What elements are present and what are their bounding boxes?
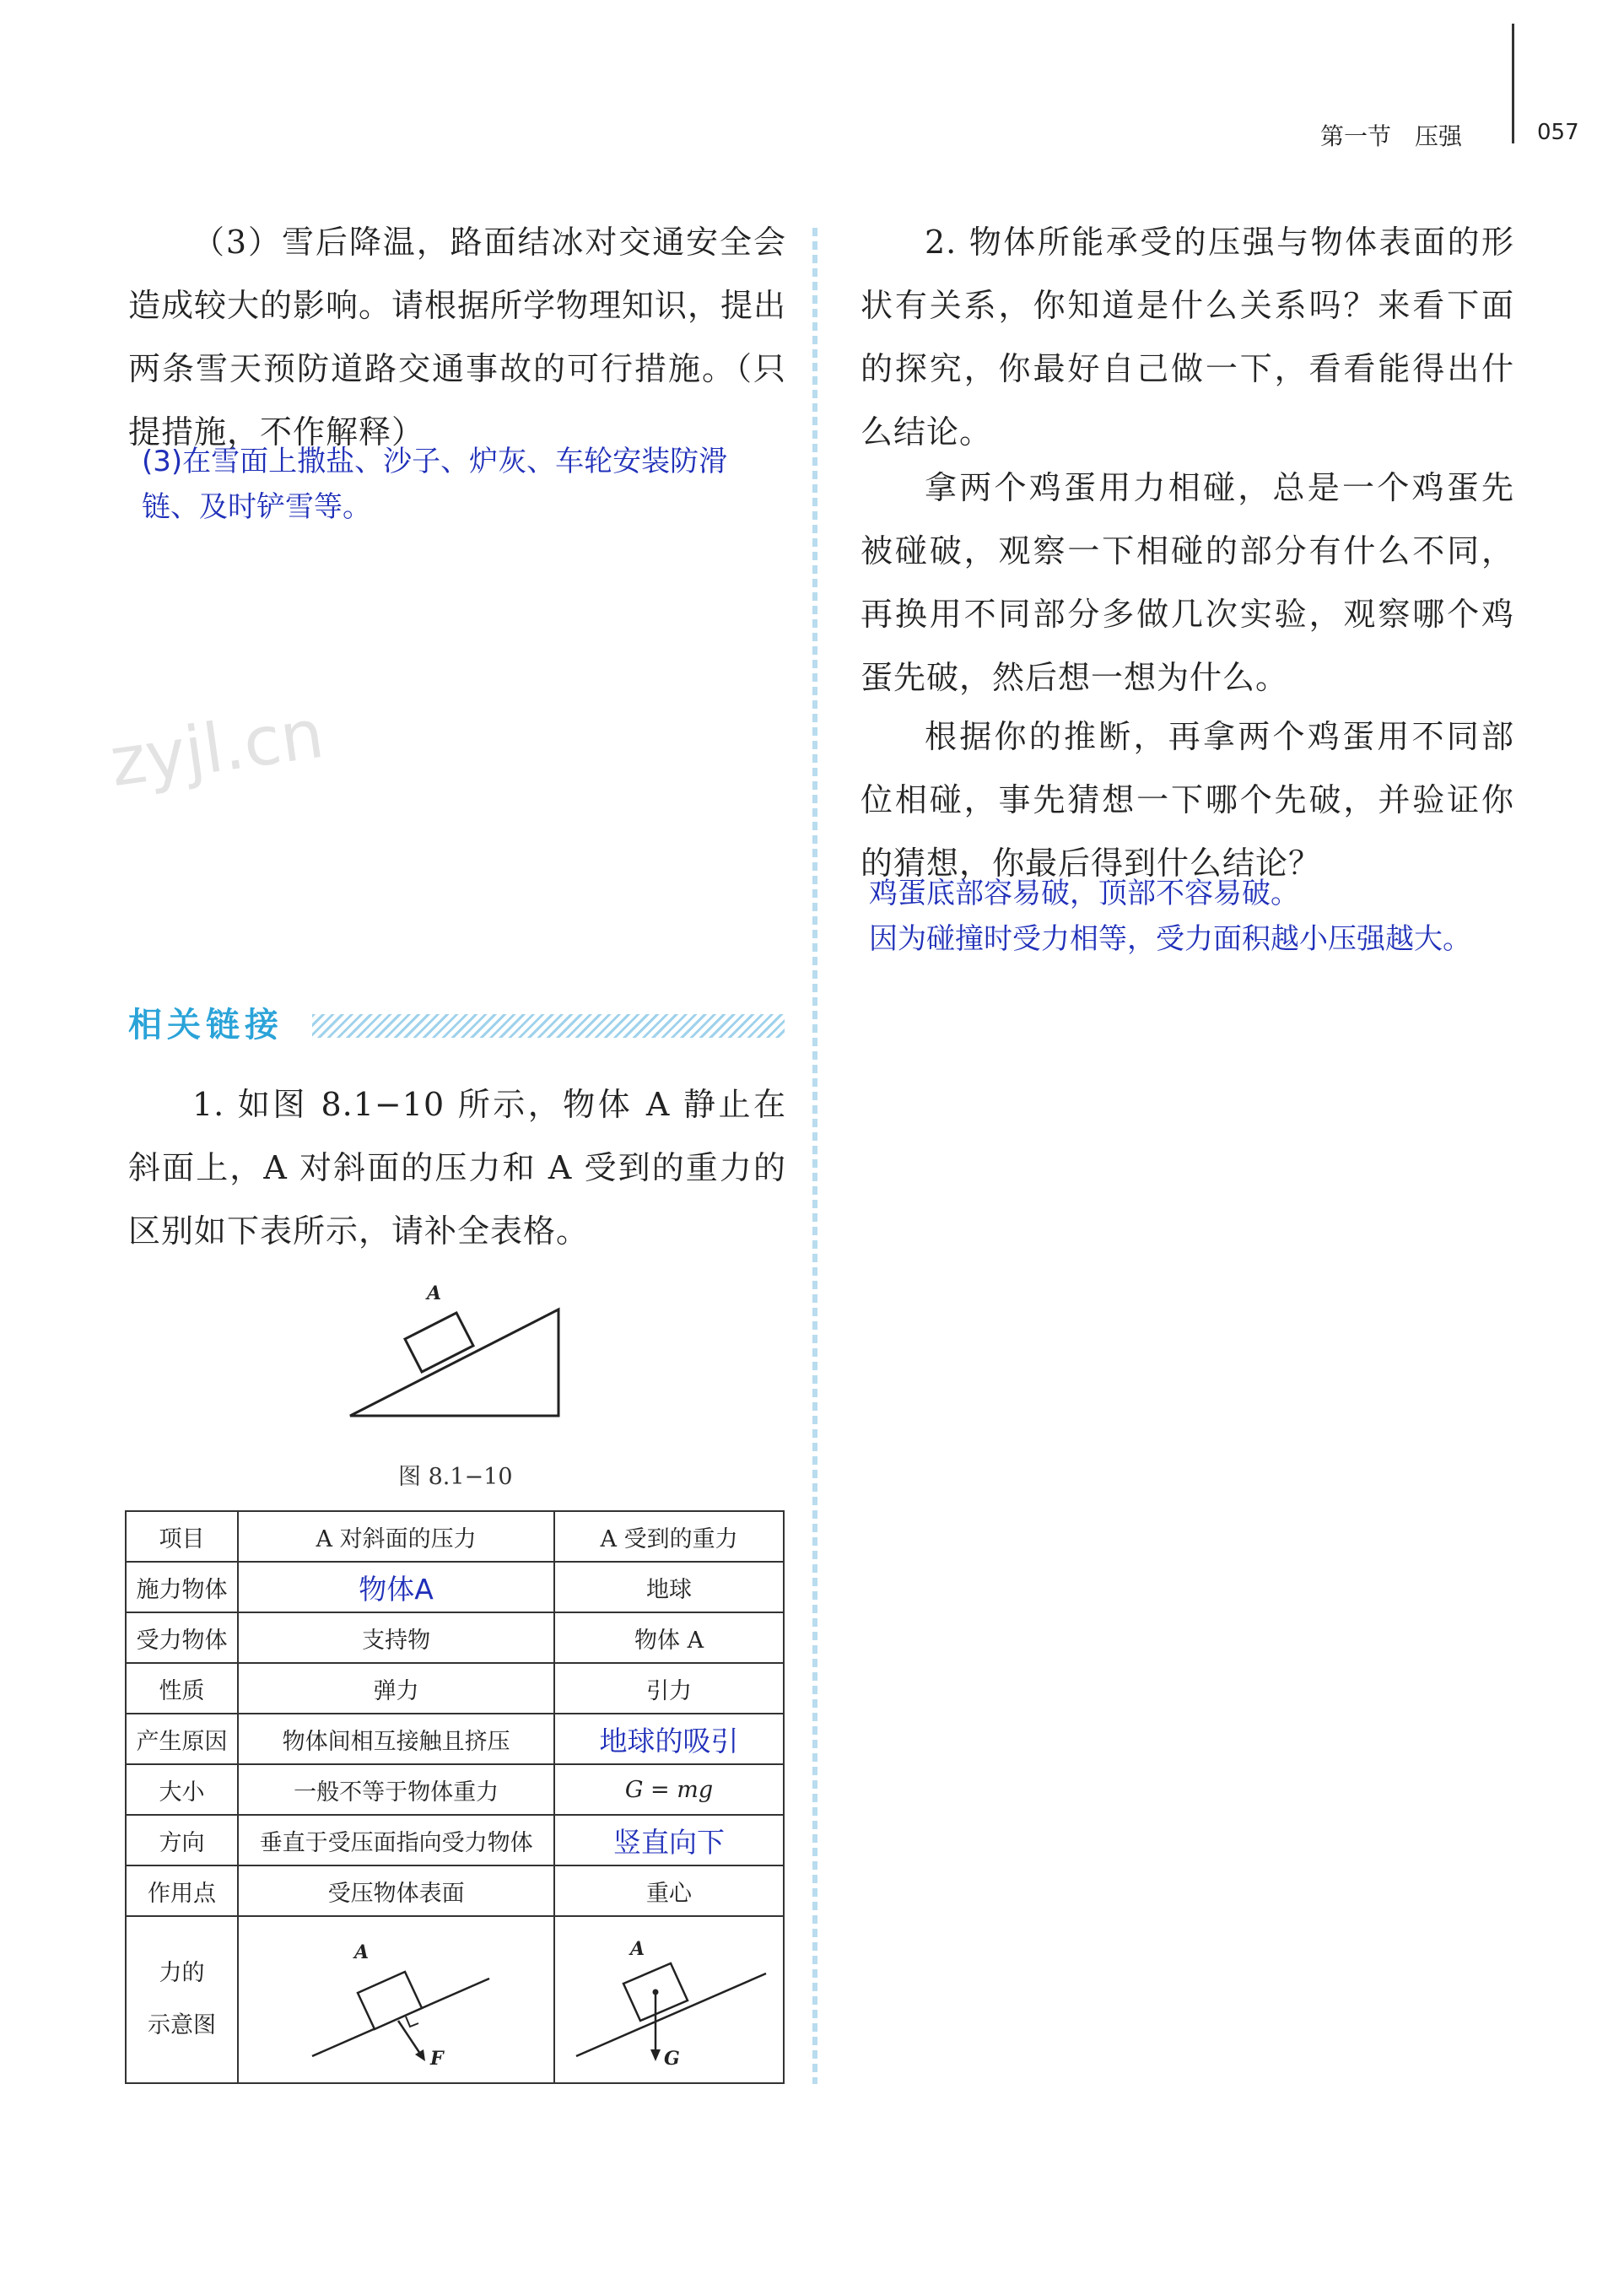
table-cell: 引力 <box>554 1663 784 1714</box>
watermark: zyjl.cn <box>105 694 329 802</box>
column-divider <box>812 228 817 2084</box>
page-header-title: 第一节 压强 <box>1320 122 1463 150</box>
table-cell: 受力物体 <box>126 1612 238 1663</box>
table-cell: 弹力 <box>238 1663 554 1714</box>
answer-line-2: 因为碰撞时受力相等，受力面积越小压强越大。 <box>869 922 1471 956</box>
table-header-row <box>126 1511 784 1562</box>
table-cell: 支持物 <box>238 1612 554 1663</box>
egg-experiment-paragraph: 拿两个鸡蛋用力相碰，总是一个鸡蛋先被碰破，观察一下相碰的部分有什么不同，再换用不同部分多做几次实验，观察哪个鸡蛋先破，然后想一想为什么。 <box>861 469 1514 696</box>
question-3-answer: (3)在雪面上撒盐、沙子、炉灰、车轮安装防滑链、及时铲雪等。 <box>142 445 728 524</box>
table-cell: 大小 <box>126 1764 238 1815</box>
table-cell: 作用点 <box>126 1865 238 1916</box>
diagram-block-a <box>358 1972 422 2029</box>
table-cell: 受压物体表面 <box>238 1865 554 1916</box>
gravity-g-label: G <box>664 2047 680 2070</box>
table-cell: 物体间相互接触且挤压 <box>238 1714 554 1764</box>
table-header-cell: A 对斜面的压力 <box>238 1511 554 1562</box>
table-cell: 施力物体 <box>126 1562 238 1612</box>
related-links-title: 相关链接 <box>128 1006 283 1045</box>
diagram-row-label-1: 力的 <box>159 1960 205 1986</box>
related-links-hatch <box>312 1014 785 1038</box>
link-question-1: 1. 如图 8.1−10 所示，物体 A 静止在斜面上，A 对斜面的压力和 A 受到的重力的区别如下表所示，请补全表格。 <box>128 1086 786 1250</box>
question-2-text: 2. 物体所能承受的压强与物体表面的形状有关系，你知道是什么关系吗？来看下面的探究，你最好自己做一下，看看能得出什么结论。 <box>861 224 1514 451</box>
answer-cell: 物体A <box>238 1562 554 1612</box>
table-cell: 地球 <box>554 1562 784 1612</box>
table-row <box>126 1663 784 1714</box>
table-diagram-row <box>126 1916 784 2083</box>
question-3-text: （3）雪后降温，路面结冰对交通安全会造成较大的影响。请根据所学物理知识，提出两条雪天预防道路交通事故的可行措施。（只提措施，不作解释） <box>128 224 787 451</box>
diagram-block-label: A <box>630 1937 645 1960</box>
table-cell: G = mg <box>554 1764 784 1815</box>
diagram-row-label-2: 示意图 <box>148 2012 217 2038</box>
gravity-diagram-cell <box>554 1916 784 2083</box>
table-cell: 方向 <box>126 1815 238 1865</box>
table-row <box>126 1612 784 1663</box>
figure-caption: 图 8.1−10 <box>398 1464 513 1490</box>
table-row <box>126 1815 784 1865</box>
pressure-force-diagram <box>287 1921 506 2073</box>
force-f-label: F <box>429 2047 444 2070</box>
table-row <box>126 1562 784 1612</box>
table-cell: 一般不等于物体重力 <box>238 1764 554 1815</box>
diagram-block-label: A <box>353 1941 369 1963</box>
page-number: 057 <box>1537 120 1579 145</box>
table-row <box>126 1714 784 1764</box>
table-cell: 物体 A <box>554 1612 784 1663</box>
comparison-table <box>125 1510 785 2084</box>
header-rule <box>1512 24 1514 143</box>
egg-prediction-paragraph: 根据你的推断，再拿两个鸡蛋用不同部位相碰，事先猜想一下哪个先破，并验证你的猜想，你最后得到什么结论？ <box>861 718 1514 882</box>
table-header-cell: 项目 <box>126 1511 238 1562</box>
incline-figure <box>337 1274 574 1426</box>
table-cell: 产生原因 <box>126 1714 238 1764</box>
table-cell: 性质 <box>126 1663 238 1714</box>
table-cell: 重心 <box>554 1865 784 1916</box>
answer-cell: 竖直向下 <box>554 1815 784 1865</box>
answer-line-1: 鸡蛋底部容易破，顶部不容易破。 <box>869 877 1299 910</box>
table-header-cell: A 受到的重力 <box>554 1511 784 1562</box>
block-a <box>405 1313 473 1372</box>
answer-cell: 地球的吸引 <box>554 1714 784 1764</box>
table-row <box>126 1865 784 1916</box>
table-cell <box>126 1916 238 2083</box>
pressure-force-diagram-cell <box>238 1916 554 2083</box>
table-row <box>126 1764 784 1815</box>
table-cell: 垂直于受压面指向受力物体 <box>238 1815 554 1865</box>
gravity-diagram <box>559 1921 779 2073</box>
figure-block-label: A <box>427 1282 442 1304</box>
